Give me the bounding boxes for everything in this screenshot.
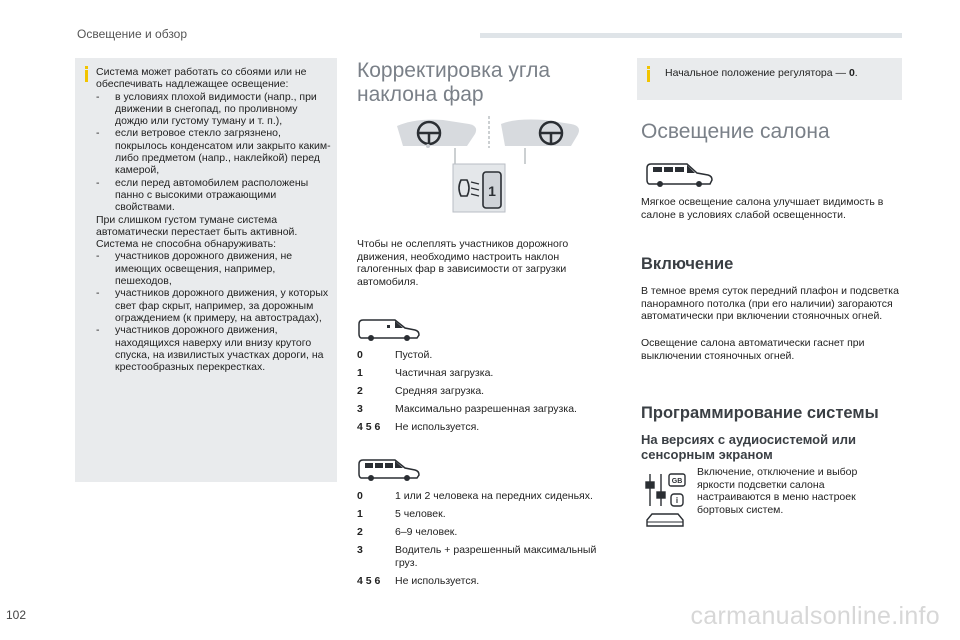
- warning-info-box: [75, 58, 337, 482]
- audio-version-title: На версиях с аудиосистемой или сенсорным экраном: [641, 432, 856, 462]
- headlamp-adjust-title: Корректировка угла наклона фар: [357, 59, 551, 106]
- list-item: - если перед автомобилем расположены панно с высокими отражающими свойствами.: [96, 176, 309, 214]
- audio-settings-text: Включение, отключение и выбор яркости подсветки салона настраиваются в меню настроек бортовых систем.: [697, 466, 858, 516]
- list-item: 0 Пустой.: [357, 349, 433, 361]
- passenger-load-list: [357, 490, 619, 593]
- list-item: 4 5 6 Не используется.: [357, 574, 480, 587]
- list-item: 1 5 человек.: [357, 508, 446, 520]
- van-load-list: [357, 349, 617, 439]
- fog-note: При слишком густом тумане система автоматически перестает быть активной.: [96, 213, 298, 238]
- page-number: 102: [6, 608, 27, 622]
- initial-position-text: Начальное положение регулятора — 0.: [665, 67, 858, 79]
- car-front-icon: [647, 514, 683, 526]
- list-item: 4 5 6 Не используется.: [357, 421, 480, 433]
- list-item: 3 Водитель + разрешенный максимальный груз.: [357, 544, 597, 569]
- list-item: 3 Максимально разрешенная загрузка.: [357, 403, 577, 415]
- headlamp-description: Чтобы не ослеплять участников дорожного движения, необходимо настроить наклон галогенных фар в зависимости от загрузки автомобиля.: [357, 238, 569, 288]
- list-item: - если ветровое стекло загрязнено, покрылось конденсатом или закрыто каким-либо предметом (напр., наклейкой) перед камерой,: [96, 127, 331, 177]
- list-item: 2 6–9 человек.: [357, 526, 458, 538]
- info-icon-dot: [647, 66, 650, 69]
- switch-on-title: Включение: [641, 255, 734, 273]
- interior-lighting-title: Освещение салона: [641, 120, 830, 143]
- svg-text:GB: GB: [671, 478, 683, 485]
- van-icon: [357, 316, 421, 342]
- switch-off-text: Освещение салона автоматически гаснет при выключении стояночных огней.: [641, 337, 865, 362]
- interior-description: Мягкое освещение салона улучшает видимость в салоне в условиях слабой освещенности.: [641, 196, 884, 221]
- not-detect-intro: Система не способна обнаруживать:: [96, 238, 277, 251]
- control-digit: 1: [488, 183, 496, 199]
- list-item: 0 1 или 2 человека на передних сиденьях.: [357, 490, 593, 502]
- switch-on-text: В темное время суток передний плафон и подсветка панорамного потолка (при его наличии) загораются автоматически при включении стояночных огней.: [641, 285, 899, 322]
- warning-text: [96, 66, 332, 373]
- passenger-van-icon: [645, 160, 715, 188]
- warning-intro: Система может работать со сбоями или не обеспечивать надлежащее освещение:: [96, 66, 307, 91]
- svg-text:i: i: [675, 496, 679, 505]
- steering-wheel-lhd-icon: [397, 120, 476, 148]
- initial-position-box: [637, 58, 902, 100]
- list-item: - участников дорожного движения, находящихся наверху или внизу крутого спуска, на извилистых участках дороги, на крестообразных перекрестках.: [96, 324, 324, 374]
- list-item: 2 Средняя загрузка.: [357, 385, 485, 397]
- dashboard-illustration: [395, 112, 585, 222]
- info-icon-dot: [85, 66, 88, 69]
- info-icon: [647, 70, 650, 82]
- settings-menu-icon: [641, 470, 689, 532]
- programming-title: Программирование системы: [641, 404, 879, 422]
- list-item: - участников дорожного движения, у которых свет фар скрыт, например, за дорожным ограждением (к примеру, на автострадах),: [96, 287, 329, 324]
- watermark: carmanualsonline.info: [690, 602, 940, 630]
- list-item: - участников дорожного движения, не имеющих освещения, например, пешеходов,: [96, 250, 293, 288]
- section-header: Освещение и обзор: [77, 27, 188, 41]
- passenger-van-icon: [357, 456, 421, 482]
- list-item: - в условиях плохой видимости (напр., при движении в снегопад, по проливному дождю или густому туману и т. п.),: [96, 90, 317, 128]
- header-bar: [480, 33, 902, 38]
- info-icon: [85, 70, 88, 82]
- list-item: 1 Частичная загрузка.: [357, 367, 494, 379]
- steering-wheel-rhd-icon: [501, 120, 579, 147]
